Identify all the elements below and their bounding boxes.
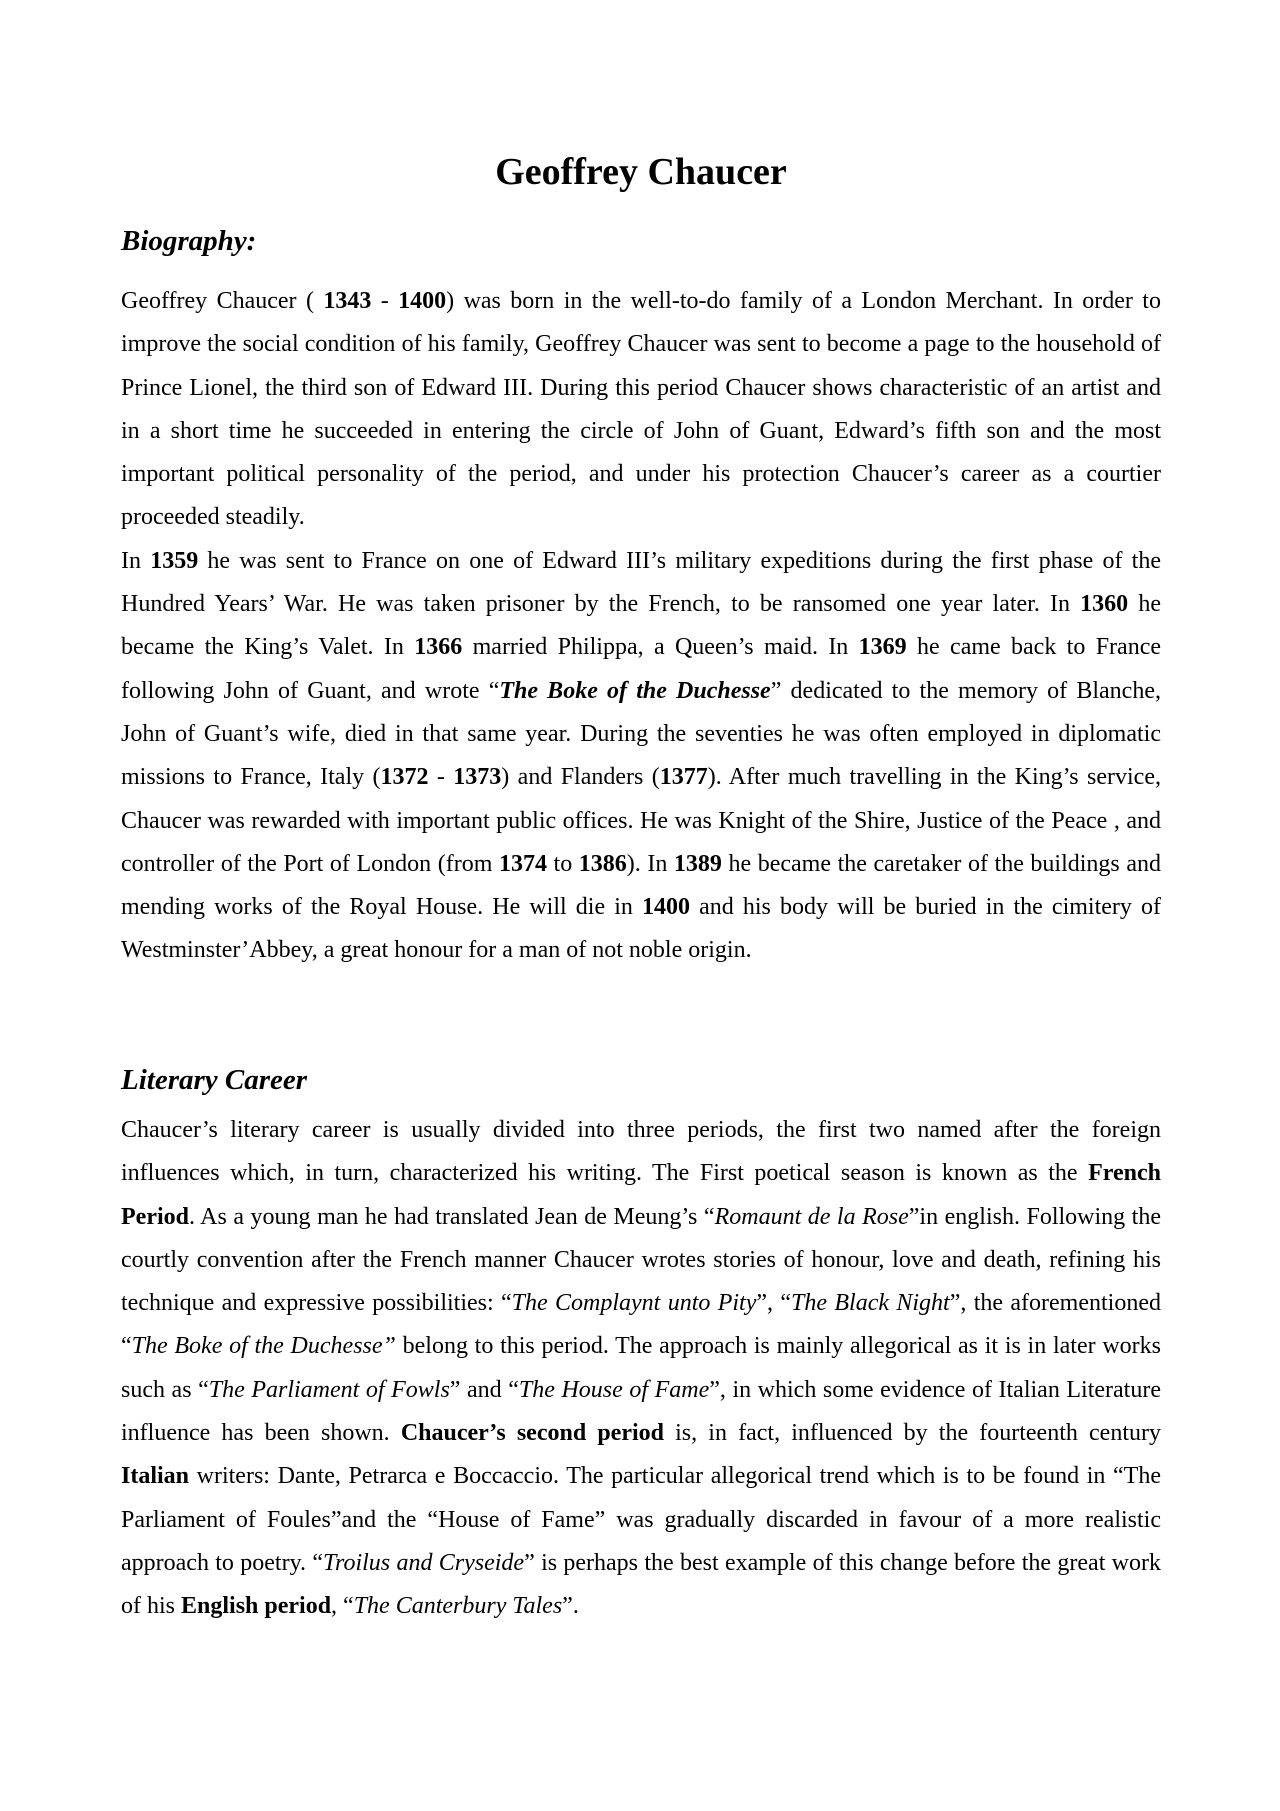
work-title-canterbury-tales: The Canterbury Tales (353, 1593, 563, 1620)
year-1377: 1377 (659, 764, 708, 791)
text-run: - (428, 764, 454, 791)
literary-career-section (121, 1109, 1161, 1629)
biography-section (121, 280, 1161, 973)
text-run: he became the caretaker of the buildings and mending works of the Royal House. He will die in (121, 850, 1161, 921)
work-title-troilus-and-cryseide: Troilus and Cryseide (322, 1549, 525, 1576)
year-1400-death: 1400 (642, 894, 690, 921)
work-title-complaynt-unto-pity: The Complaynt unto Pity (511, 1290, 757, 1317)
text-run: , “ (331, 1593, 354, 1620)
text-run: ). In (626, 850, 674, 877)
year-1386: 1386 (578, 850, 627, 877)
text-run: - (371, 288, 399, 314)
work-title-boke-of-the-duchesse: The Boke of the Duchesse (499, 677, 771, 704)
text-run: Geoffrey Chaucer ( (121, 288, 324, 314)
text-run: ” dedicated to the memory of Blanche, John of Guant’s wife, died in that same year. During the seventies he was often employed in diplomatic missions to France, Italy ( (121, 677, 1161, 791)
text-run: ”, “ (756, 1290, 792, 1317)
text-run: ”, in which some evidence of Italian Literature influence has been shown. (121, 1376, 1161, 1447)
biography-heading: Biography: (121, 225, 257, 257)
text-run: ”, the aforementioned “ (121, 1290, 1161, 1360)
work-title-black-night: The Black Night (791, 1290, 950, 1317)
second-period-term: Chaucer’s second period (400, 1420, 664, 1447)
year-1359: 1359 (150, 547, 199, 574)
biography-paragraph-2 (121, 540, 1161, 973)
year-1372: 1372 (380, 764, 429, 791)
french-period-term: French Period (121, 1160, 1161, 1230)
text-run: ”. (562, 1593, 579, 1620)
text-run: is, in fact, influenced by the fourteenth century (664, 1420, 1161, 1447)
year-1374: 1374 (498, 850, 547, 877)
text-run: he was sent to France on one of Edward III’s military expeditions during the first phase of the Hundred Years’ War. He was taken prisoner by the French, to be ransomed one year later. In (121, 547, 1161, 618)
text-run: ” and “ (449, 1376, 519, 1403)
work-title-boke-of-the-duchesse: The Boke of the Duchesse” (131, 1333, 396, 1360)
work-title-romaunt-de-la-rose: Romaunt de la Rose (714, 1203, 909, 1230)
english-period-term: English period (181, 1593, 332, 1620)
text-run: . As a young man he had translated Jean de Meung’s “ (188, 1203, 715, 1230)
year-1400: 1400 (398, 288, 447, 314)
work-title-house-of-fame: The House of Fame (518, 1376, 710, 1403)
year-1360: 1360 (1080, 591, 1129, 618)
year-1369: 1369 (858, 634, 907, 661)
text-run: ) was born in the well-to-do family of a London Merchant. In order to improve the social condition of his family, Geoffrey Chaucer was sent to become a page to the household of Prince Lionel, the third son of Edward III. During this period Chaucer shows characteristic of an artist and in a short time he succeeded in entering the circle of John of Guant, Edward’s fifth son and the most important political personality of the period, and under his protection Chaucer’s career as a courtier proceeded steadily. (121, 288, 1161, 531)
text-run: In (121, 547, 151, 574)
text-run: ”in english. Following the courtly convention after the French manner Chaucer wrotes stories of honour, love and death, refining his technique and expressive possibilities: “ (121, 1203, 1161, 1317)
text-run: and his body will be buried in the cimitery of Westminster’Abbey, a great honour for a man of not noble origin. (121, 894, 1161, 964)
literary-career-paragraph (121, 1109, 1161, 1629)
text-run: married Philippa, a Queen’s maid. In (462, 634, 859, 661)
biography-paragraph-1 (121, 280, 1161, 540)
italian-term: Italian (121, 1463, 190, 1490)
work-title-parliament-of-fowls: The Parliament of Fowls (208, 1376, 450, 1403)
year-1389: 1389 (673, 850, 722, 877)
literary-career-heading: Literary Career (121, 1064, 308, 1096)
year-1373: 1373 (453, 764, 502, 791)
text-run: Chaucer’s literary career is usually divided into three periods, the first two named after the foreign influences which, in turn, characterized his writing. The First poetical season is known as the (121, 1117, 1161, 1187)
text-run: he came back to France following John of Guant, and wrote “ (121, 634, 1162, 704)
text-run: belong to this period. The approach is mainly allegorical as it is in later works such as “ (121, 1333, 1161, 1403)
text-run: to (546, 850, 579, 877)
text-run: ) and Flanders ( (501, 764, 660, 791)
text-run: ). After much travelling in the King’s service, Chaucer was rewarded with important public offices. He was Knight of the Shire, Justice of the Peace , and controller of the Port of London (from (121, 764, 1161, 877)
year-1343: 1343 (323, 288, 372, 314)
text-run: he became the King’s Valet. In (121, 591, 1161, 661)
year-1366: 1366 (414, 634, 463, 661)
text-run: writers: Dante, Petrarca e Boccaccio. The particular allegorical trend which is to be found in “The Parliament of Foules”and the “House of Fame” was gradually discarded in favour of a more realistic approach to poetry. “ (121, 1463, 1161, 1576)
page-title: Geoffrey Chaucer (495, 151, 787, 193)
text-run: ” is perhaps the best example of this change before the great work of his (121, 1549, 1162, 1620)
